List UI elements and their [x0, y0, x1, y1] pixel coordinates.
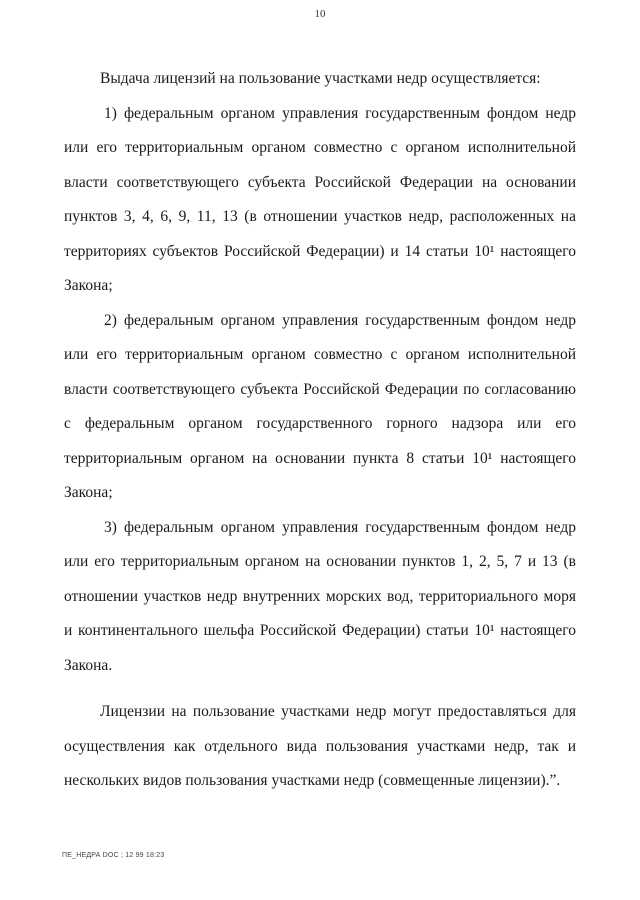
intro-paragraph: Выдача лицензий на пользование участками недр осуществляется:	[100, 70, 541, 87]
list-item-2: 2) федеральным органом управления государственным фондом недр или его территориальным органом совместно с органом исполнительной власти соответствующего субъекта Российской Федерации по согласованию с федеральным органом государственного горного надзора или его территориальным органом на основании пункта 8 статьи 10¹ настоящего Закона;	[64, 311, 576, 501]
closing-paragraph: Лицензии на пользование участками недр могут предоставляться для осуществления как отдельного вида пользования участками недр, так и нескольких видов пользования участками недр (совмещенные лицензии).”.	[64, 703, 576, 789]
page-number: 10	[314, 8, 326, 20]
list-item-1: 1) федеральным органом управления государственным фондом недр или его территориальным органом совместно с органом исполнительной власти соответствующего субъекта Российской Федерации на основании пунктов 3, 4, 6, 9, 11, 13 (в отношении участков недр, расположенных на территориях субъектов Российской Федерации) и 14 статьи 10¹ настоящего Закона;	[64, 104, 576, 294]
file-footer: ПЕ_НЕДРА DOC ; 12 99 18:23	[62, 852, 165, 859]
list-item-3: 3) федеральным органом управления государственным фондом недр или его территориальным органом на основании пунктов 1, 2, 5, 7 и 13 (в отношении участков недр внутренних морских вод, территориального моря и континентального шельфа Российской Федерации) статьи 10¹ настоящего Закона.	[64, 518, 576, 674]
document-body	[64, 62, 576, 799]
